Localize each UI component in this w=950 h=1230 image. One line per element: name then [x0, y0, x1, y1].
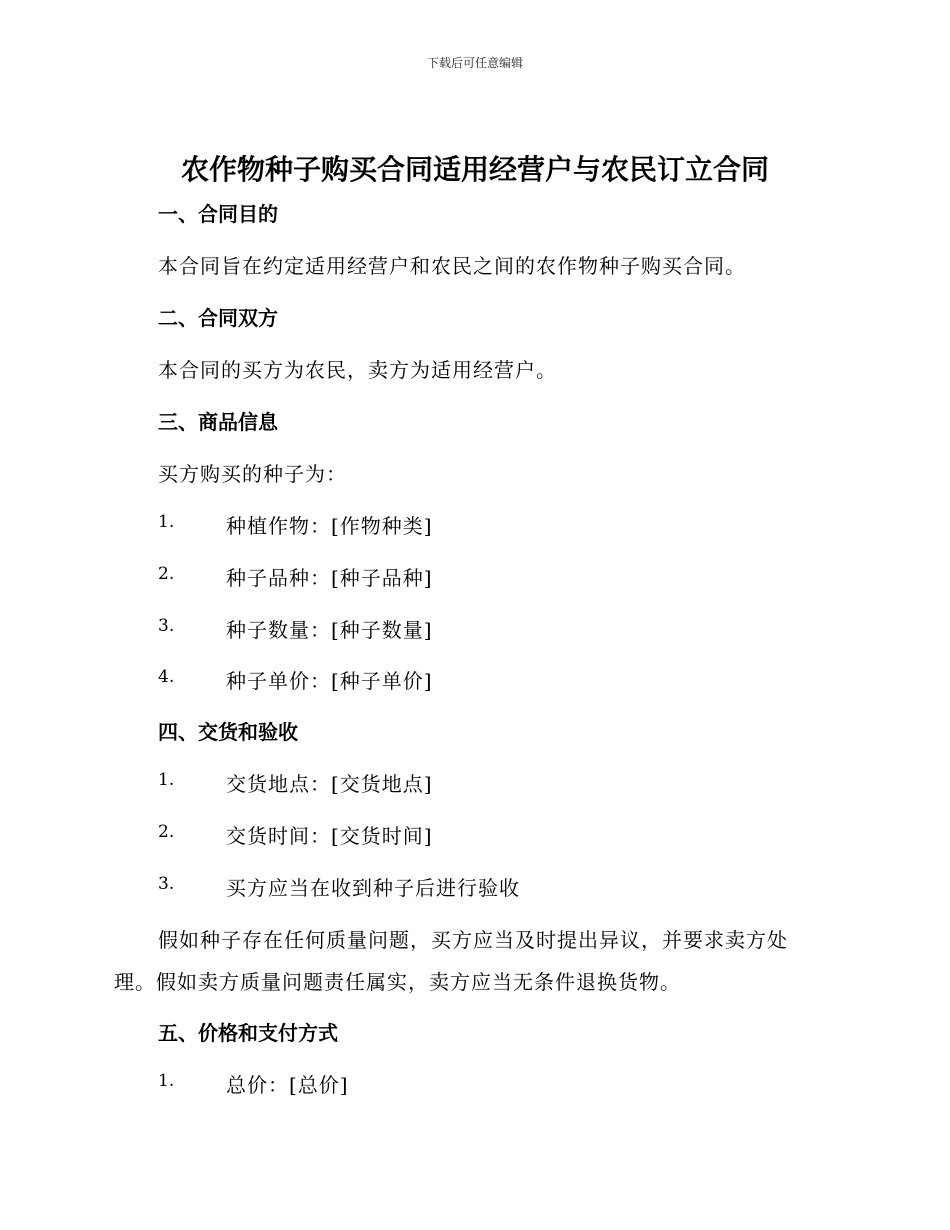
paragraph-goods-intro: 买方购买的种子为：	[158, 462, 347, 486]
section-heading-delivery: 四、交货和验收	[158, 720, 298, 744]
section-heading-goods: 三、商品信息	[158, 410, 278, 434]
list-item: 种植作物：[作物种类]	[226, 514, 433, 538]
paragraph-quality-line1: 假如种子存在任何质量问题，买方应当及时提出异议，并要求卖方处	[158, 928, 788, 952]
list-item-number: 2.	[158, 564, 175, 584]
header-note: 下载后可任意编辑	[426, 56, 523, 70]
list-item: 交货地点：[交货地点]	[226, 772, 433, 796]
section-heading-parties: 二、合同双方	[158, 306, 278, 330]
paragraph-purpose: 本合同旨在约定适用经营户和农民之间的农作物种子购买合同。	[158, 254, 746, 278]
list-item-number: 3.	[158, 616, 175, 636]
list-item: 交货时间：[交货时间]	[226, 824, 433, 848]
list-item-number: 1.	[158, 1071, 175, 1091]
list-item: 种子品种：[种子品种]	[226, 566, 433, 590]
list-item: 总价：[总价]	[226, 1073, 349, 1097]
list-item-number: 1.	[158, 770, 175, 790]
paragraph-quality-line2: 理。假如卖方质量问题责任属实，卖方应当无条件退换货物。	[114, 970, 681, 994]
list-item: 买方应当在收到种子后进行验收	[226, 876, 520, 900]
document-title: 农作物种子购买合同适用经营户与农民订立合同	[180, 153, 769, 186]
paragraph-parties: 本合同的买方为农民，卖方为适用经营户。	[158, 358, 557, 382]
list-item: 种子单价：[种子单价]	[226, 669, 433, 693]
list-item: 种子数量：[种子数量]	[226, 618, 433, 642]
section-heading-purpose: 一、合同目的	[158, 202, 278, 226]
list-item-number: 1.	[158, 512, 175, 532]
section-heading-payment: 五、价格和支付方式	[158, 1021, 338, 1045]
list-item-number: 3.	[158, 874, 175, 894]
list-item-number: 4.	[158, 667, 175, 687]
list-item-number: 2.	[158, 822, 175, 842]
